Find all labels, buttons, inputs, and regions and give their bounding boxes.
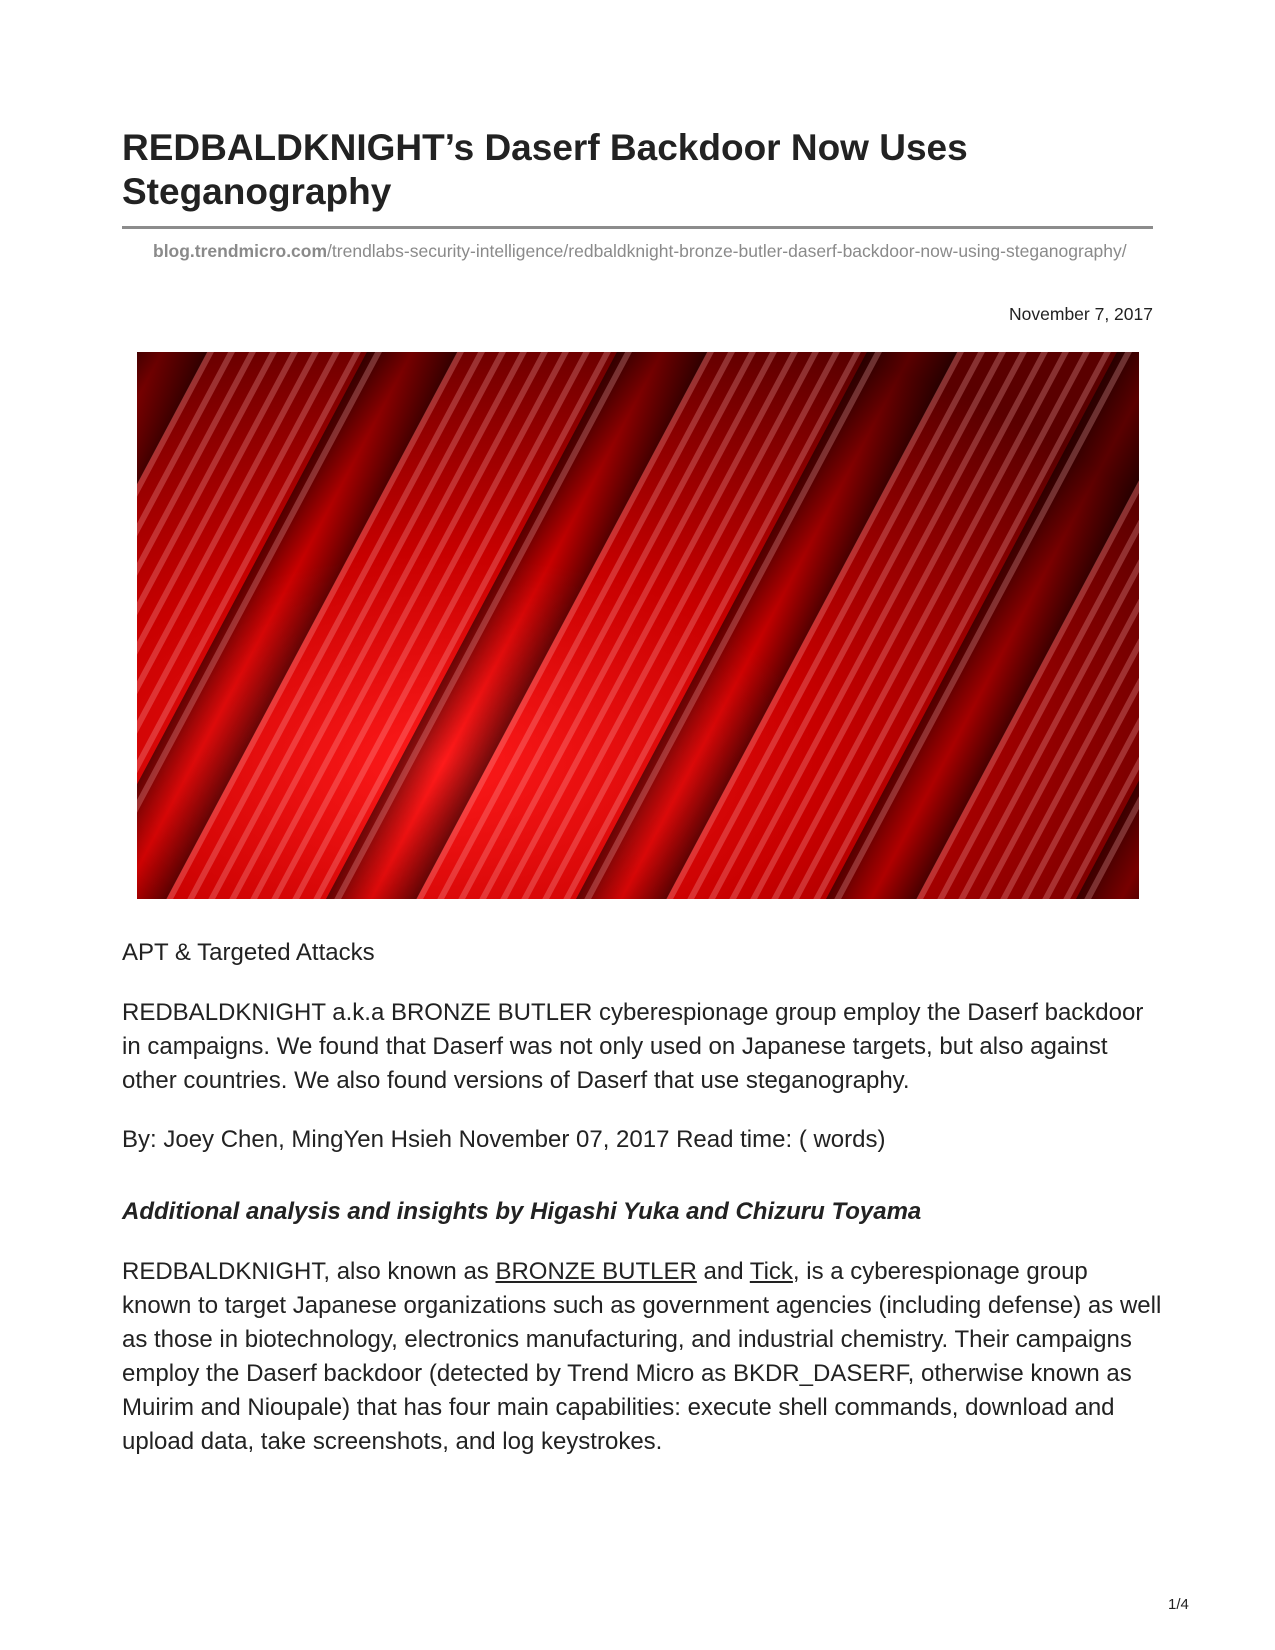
article-body — [122, 1255, 1162, 1459]
byline: By: Joey Chen, MingYen Hsieh November 07, 2017 Read time: ( words) — [122, 1126, 886, 1153]
red-code-image — [137, 352, 1139, 899]
body-text-part: REDBALDKNIGHT, also known as — [122, 1258, 496, 1285]
body-text-part: and — [696, 1258, 750, 1285]
bronze-butler-link[interactable]: BRONZE BUTLER — [495, 1258, 697, 1285]
category-label: APT & Targeted Attacks — [122, 939, 375, 966]
source-path[interactable]: /trendlabs-security-intelligence/redbaldknight-bronze-butler-daserf-backdoor-now-using-steganography/ — [327, 241, 1127, 261]
page-number: 1/4 — [1168, 1596, 1189, 1613]
title-divider — [122, 226, 1153, 229]
source-url[interactable] — [122, 239, 1153, 264]
publish-date: November 7, 2017 — [1009, 304, 1153, 324]
source-domain[interactable]: blog.trendmicro.com — [153, 241, 328, 261]
hero-image — [137, 352, 1139, 899]
body-text-part: , is a cyberespionage group known to target Japanese organizations such as government agencies (including defense) as well as those in biotechnology, electronics manufacturing, and industrial chemistry. Their campaigns employ the Daserf backdoor (detected by Trend Micro as BKDR_DASERF, otherwise known as Muirim and Nioupale) that has four main capabilities: execute shell commands, download and upload data, take screenshots, and log keystrokes. — [122, 1258, 1162, 1455]
tick-link[interactable]: Tick — [749, 1258, 793, 1285]
article-summary: REDBALDKNIGHT a.k.a BRONZE BUTLER cyberespionage group employ the Daserf backdoor in campaigns. We found that Daserf was not only used on Japanese targets, but also against other countries. We also found versions of Daserf that use steganography. — [122, 999, 1144, 1094]
article-title: REDBALDKNIGHT’s Daserf Backdoor Now Uses Steganography — [122, 127, 968, 212]
analysis-credits: Additional analysis and insights by Higashi Yuka and Chizuru Toyama — [122, 1198, 922, 1225]
